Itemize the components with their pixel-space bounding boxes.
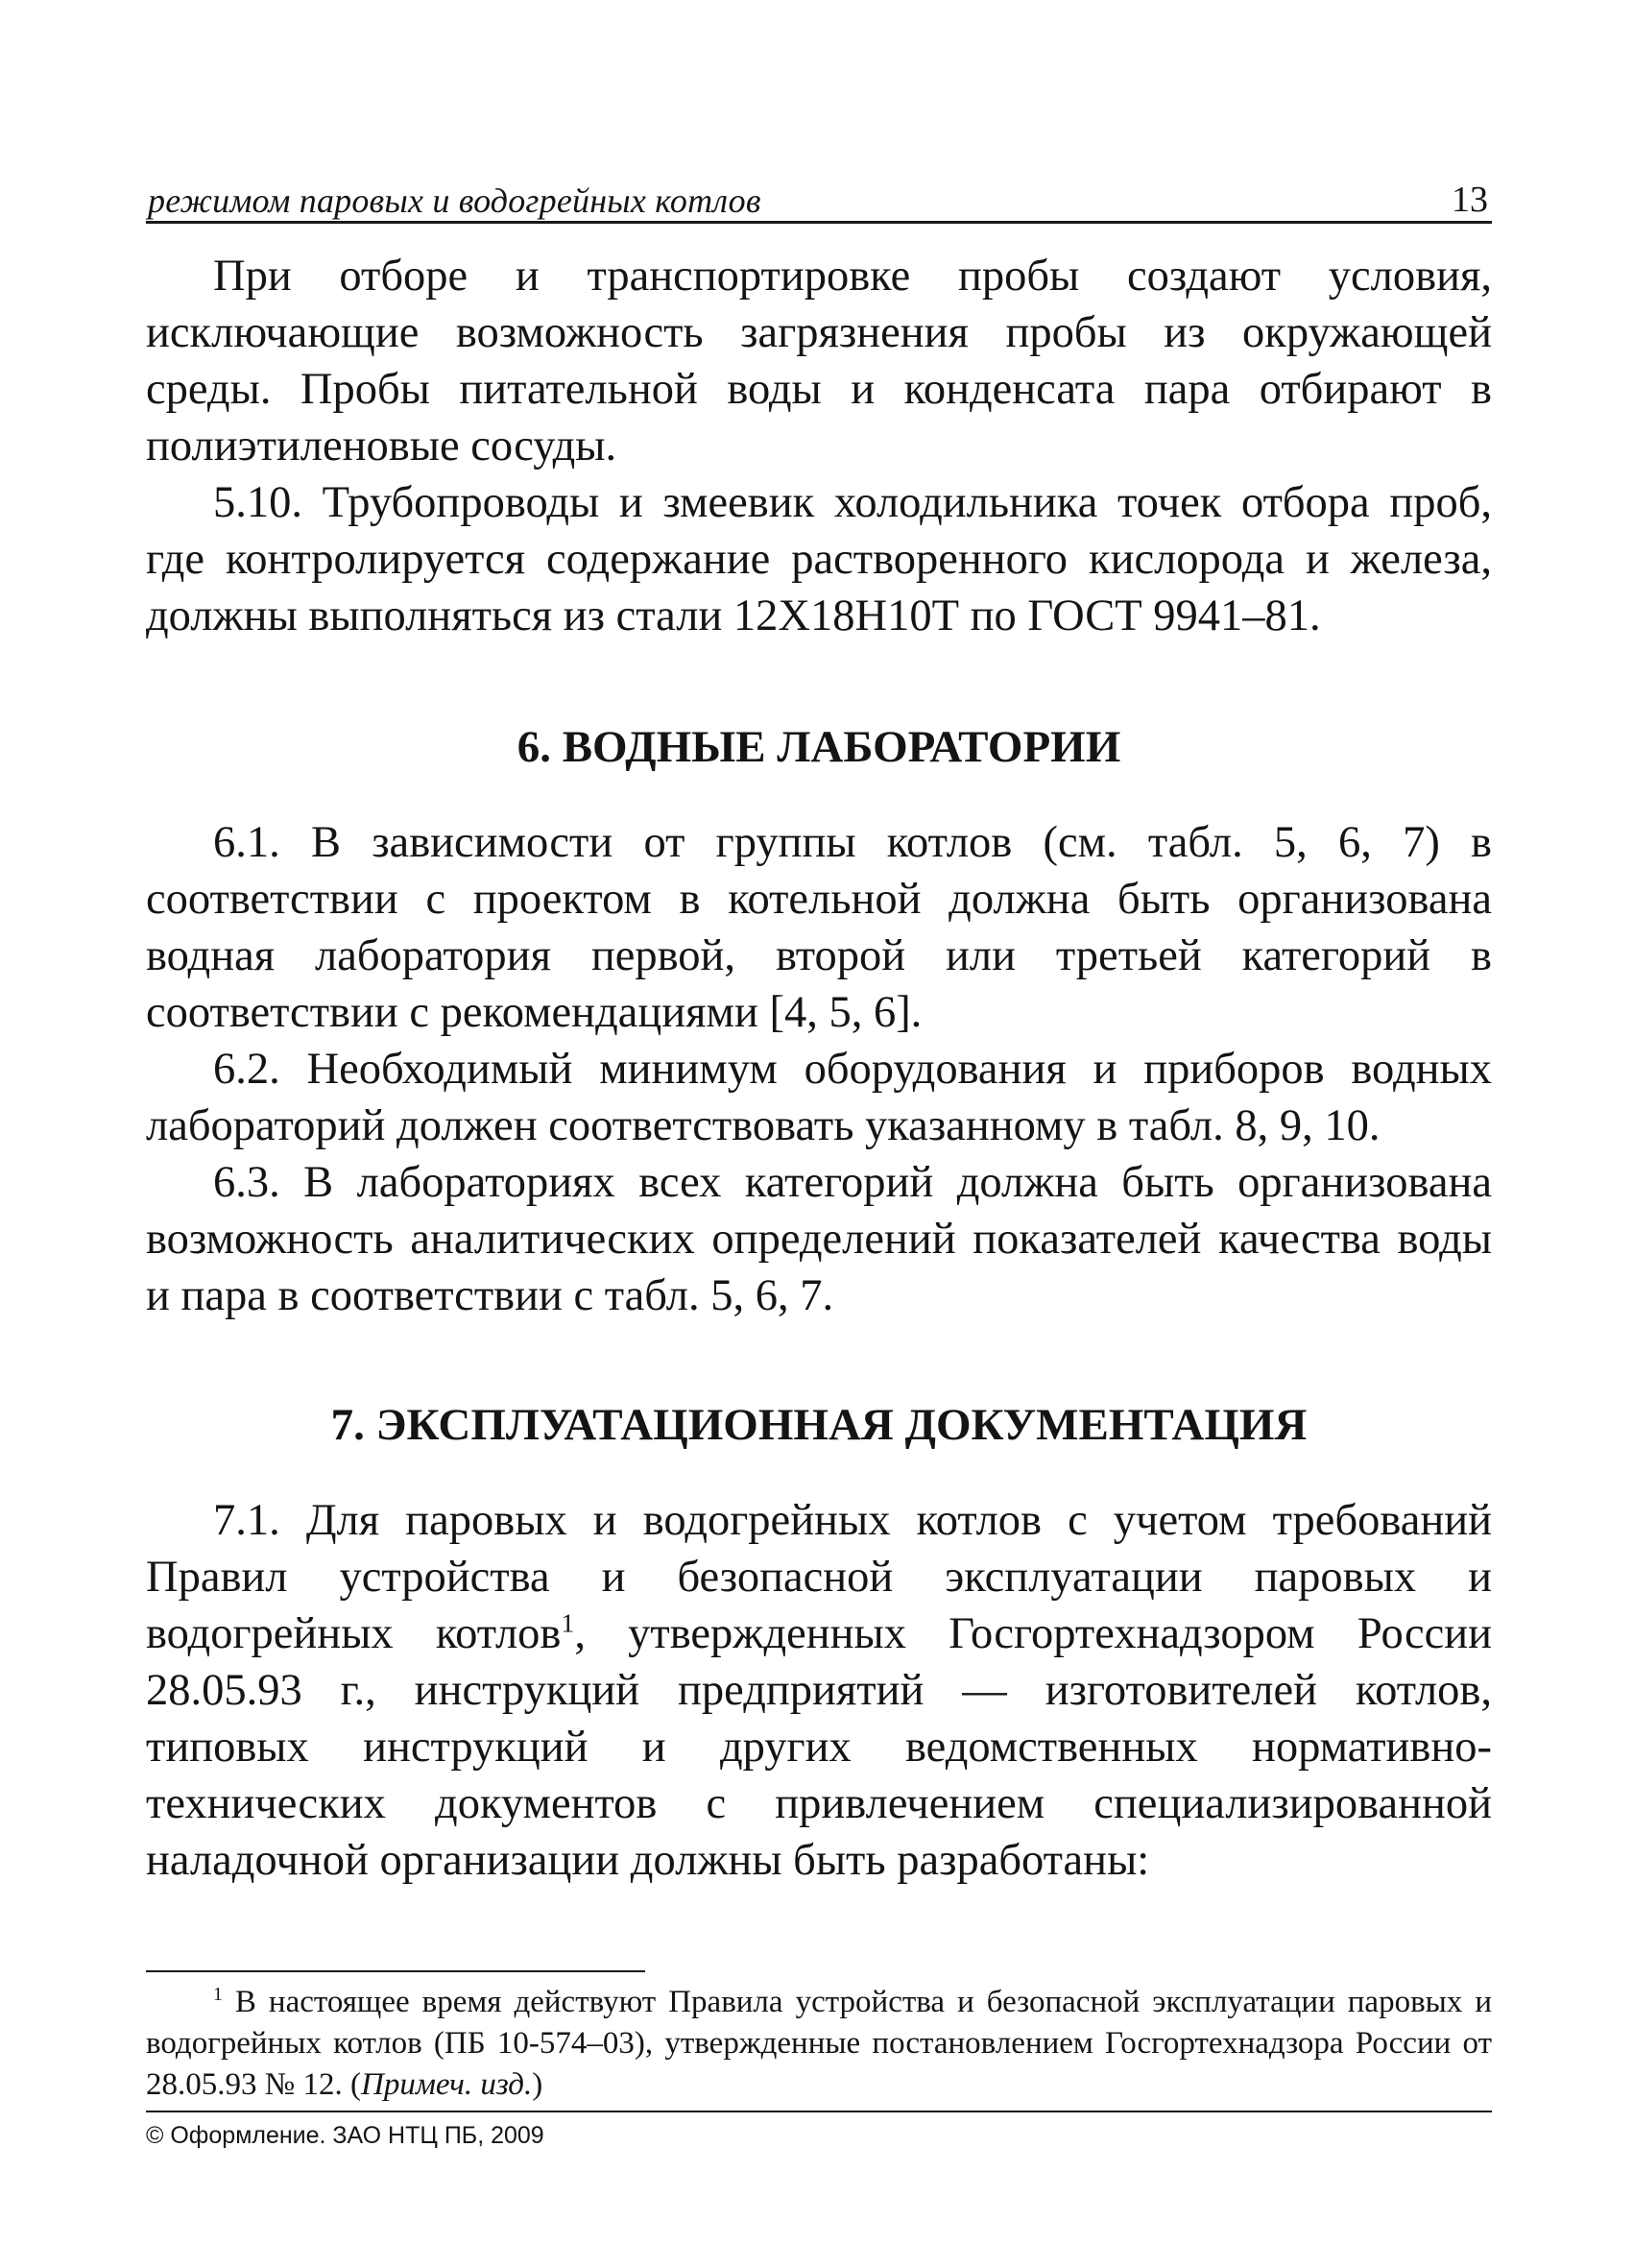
paragraph-7-1	[146, 1492, 1492, 1889]
page-number: 13	[1452, 180, 1488, 220]
paragraph-5-10: 5.10. Трубопроводы и змеевик холодильника точек отбора проб, где контролируется содержание растворенного кислорода и железа, должны выполняться из стали 12Х18Н10Т по ГОСТ 9941–81.	[146, 478, 1492, 640]
copyright-separator	[146, 2111, 1492, 2112]
paragraph-7-1-part1: 7.1. Для паровых и водогрейных котлов с учетом требований Правил устройства и безопасной эксплуатации паровых и водогрейных котлов	[146, 1496, 1492, 1658]
footnote-reference: 1	[561, 1608, 575, 1639]
running-title: режимом паровых и водогрейных котлов	[148, 181, 761, 220]
footnote-text: В настоящее время действуют Правила устройства и безопасной эксплуатации паровых и водогрейных котлов (ПБ 10-574–03), утвержденные постановлением Госгортехнадзора России от 28.05.93 № 12. (	[146, 1985, 1492, 2102]
paragraph-7-1-part2: , утвержденных Госгортехнадзором России 28.05.93 г., инструкций предприятий — изготовителей котлов, типовых инструкций и других ведомственных нормативно-технических документов с привлечением специализированной наладочной организации должны быть разработаны:	[146, 1609, 1492, 1885]
footnote-marker: 1	[213, 1984, 223, 2005]
paragraph-sampling-conditions: При отборе и транспортировке пробы создают условия, исключающие возможность загрязнения пробы из окружающей среды. Пробы питательной воды и конденсата пара отбирают в полиэтиленовые сосуды.	[146, 252, 1492, 470]
section-heading-6: 6. ВОДНЫЕ ЛАБОРАТОРИИ	[516, 722, 1121, 772]
copyright-notice: © Оформление. ЗАО НТЦ ПБ, 2009	[146, 2122, 544, 2149]
footnote	[146, 1982, 1492, 2106]
paragraph-6-3: 6.3. В лабораториях всех категорий должна быть организована возможность аналитических определений показателей качества воды и пара в соответствии с табл. 5, 6, 7.	[146, 1158, 1492, 1320]
paragraph-6-1: 6.1. В зависимости от группы котлов (см. табл. 5, 6, 7) в соответствии с проектом в котельной должна быть организована водная лаборатория первой, второй или третьей категорий в соответствии с рекомендациями [4, 5, 6].	[146, 818, 1492, 1037]
section-heading-7: 7. ЭКСПЛУАТАЦИОННАЯ ДОКУМЕНТАЦИЯ	[330, 1400, 1308, 1450]
running-header	[146, 173, 1492, 224]
paragraph-6-2: 6.2. Необходимый минимум оборудования и приборов водных лабораторий должен соответствовать указанному в табл. 8, 9, 10.	[146, 1045, 1492, 1150]
footnote-separator	[146, 1970, 645, 1972]
footnote-close: )	[532, 2067, 543, 2102]
footnote-editor-note: Примеч. изд.	[360, 2067, 533, 2102]
